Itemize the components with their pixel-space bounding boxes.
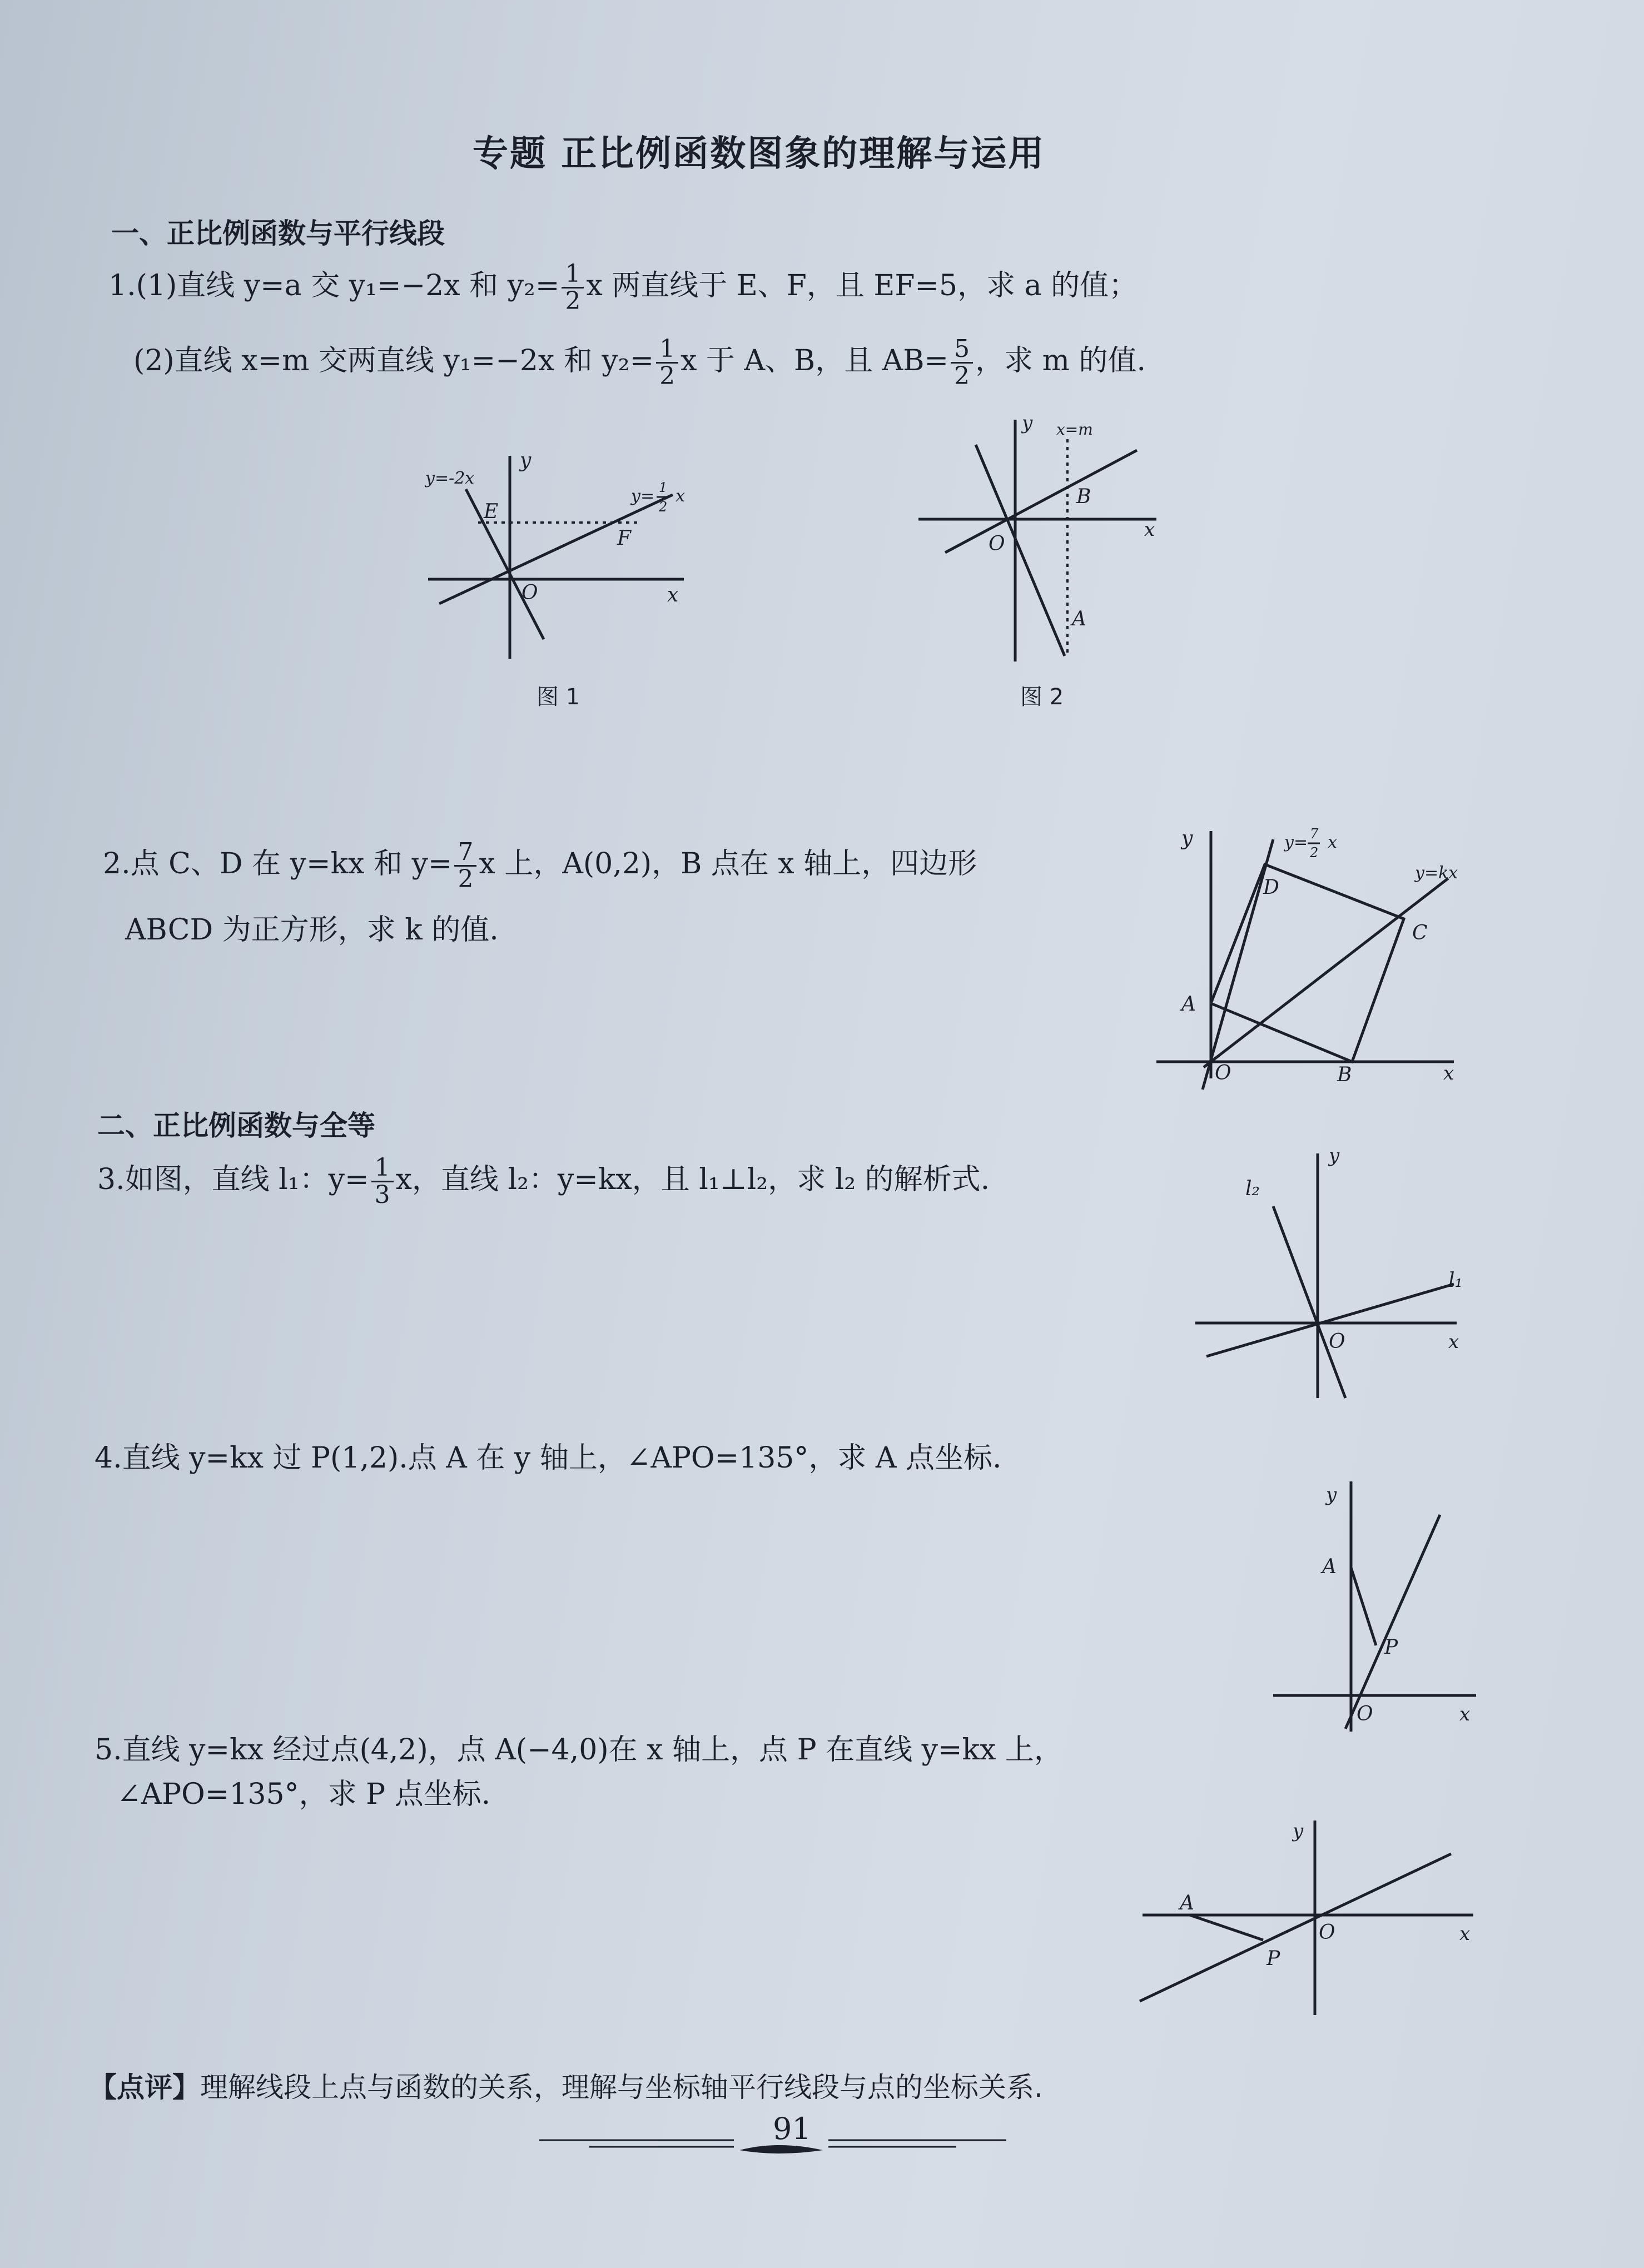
fig3-label-kx: y=kx <box>1415 863 1458 883</box>
figure-3 <box>1145 817 1468 1095</box>
fig3-label-D: D <box>1263 876 1279 899</box>
q1-text-e: ，求 m 的值. <box>975 344 1146 378</box>
fig1-label-y2-den: 2 <box>659 499 668 515</box>
q3-text-a: 3.如图，直线 l₁：y= <box>97 1163 369 1197</box>
page-number: 91 <box>773 2111 811 2146</box>
fig6-segment-AP <box>1190 1915 1263 1940</box>
fig6-label-A: A <box>1180 1892 1194 1914</box>
fig3-label-y: y <box>1181 827 1193 850</box>
fraction-one-half: $\frac{1}{2}$ <box>562 261 584 314</box>
fig4-line-l2 <box>1273 1206 1345 1398</box>
fig3-label-7-num: 7 <box>1310 826 1319 842</box>
question-3 <box>97 1155 990 1208</box>
figure-1 <box>423 445 712 678</box>
q1-text-c: (2)直线 x=m 交两直线 y₁=−2x 和 y₂= <box>133 344 654 378</box>
fig2-label-A: A <box>1072 608 1086 630</box>
fig2-label-O: O <box>989 533 1005 555</box>
figure-2-caption: 图 2 <box>1020 684 1064 710</box>
fig2-label-x: x <box>1144 519 1155 541</box>
question-4: 4.直线 y=kx 过 P(1,2).点 A 在 y 轴上，∠APO=135°，求 A 点坐标. <box>95 1441 1002 1475</box>
question-5-line-2: ∠APO=135°，求 P 点坐标. <box>117 1778 491 1811</box>
fig6-label-O: O <box>1319 1921 1335 1944</box>
question-2-line-2: ABCD 为正方形，求 k 的值. <box>125 913 499 947</box>
fig1-label-y2: y= x <box>631 486 686 506</box>
q1-text-b: x 两直线于 E、F，且 EF=5，求 a 的值； <box>586 269 1138 303</box>
ornament-swash <box>739 2145 823 2153</box>
fig6-label-P: P <box>1266 1947 1280 1970</box>
question-2-line-1 <box>103 839 977 892</box>
fig4-label-x: x <box>1448 1331 1459 1353</box>
q2-text-b: x 上，A(0,2)，B 点在 x 轴上，四边形 <box>479 847 977 881</box>
fig4-label-O: O <box>1329 1330 1345 1353</box>
fig2-label-B: B <box>1076 485 1091 508</box>
fig5-label-A: A <box>1322 1555 1337 1578</box>
fig3-square-ABCD <box>1211 864 1404 1062</box>
q3-text-b: x，直线 l₂：y=kx，且 l₁⊥l₂，求 l₂ 的解析式. <box>395 1163 990 1197</box>
fig1-label-O: O <box>521 581 538 604</box>
fig5-label-O: O <box>1357 1703 1373 1725</box>
fig1-label-y: y <box>520 449 532 472</box>
figure-2 <box>912 411 1190 673</box>
review-tag: 【点评】 <box>89 2071 200 2103</box>
fig5-label-y: y <box>1326 1484 1337 1506</box>
fig5-label-x: x <box>1459 1703 1471 1725</box>
fig3-label-C: C <box>1412 922 1428 944</box>
fig6-line-kx <box>1140 1854 1451 2001</box>
fig1-label-F: F <box>617 527 631 550</box>
fig2-label-xm: x=m <box>1056 420 1093 439</box>
figure-1-caption: 图 1 <box>537 684 580 710</box>
fig3-label-7-den: 2 <box>1310 845 1319 861</box>
section-heading-1: 一、正比例函数与平行线段 <box>111 217 445 250</box>
fig5-label-P: P <box>1384 1636 1398 1659</box>
fig3-label-x: x <box>1443 1062 1454 1085</box>
figure-4 <box>1190 1145 1479 1412</box>
q1-text-d: x 于 A、B，且 AB= <box>681 344 949 378</box>
fig3-label-A: A <box>1181 993 1196 1016</box>
fraction-one-third: $\frac{1}{3}$ <box>371 1155 394 1208</box>
fraction-seven-halves: $\frac{7}{2}$ <box>454 839 476 892</box>
fraction-five-halves: $\frac{5}{2}$ <box>951 336 973 389</box>
fraction-one-half: $\frac{1}{2}$ <box>656 336 678 389</box>
fig1-label-E: E <box>484 500 499 523</box>
fig1-line-y-half-x <box>439 495 673 604</box>
figure-6 <box>1134 1812 1479 2023</box>
page-title: 专题 正比例函数图象的理解与运用 <box>473 133 1046 175</box>
question-1-part-2 <box>133 336 1146 389</box>
q2-text-a: 2.点 C、D 在 y=kx 和 y= <box>103 847 453 881</box>
fig5-segment-AP <box>1351 1568 1376 1645</box>
fig2-line-y-half-x <box>945 450 1137 553</box>
fig2-label-y: y <box>1022 412 1033 434</box>
fig1-line-y-neg2x <box>466 489 544 639</box>
fig4-label-l1: l₁ <box>1448 1269 1463 1292</box>
question-5-line-1: 5.直线 y=kx 经过点(4,2)，点 A(−4,0)在 x 轴上，点 P 在直线 y=kx 上， <box>95 1733 1063 1767</box>
fig4-label-l2: l₂ <box>1245 1177 1260 1200</box>
fig3-line-kx <box>1204 878 1448 1067</box>
fig1-label-y2-num: 1 <box>659 480 668 495</box>
question-1-part-1 <box>108 261 1138 314</box>
fig3-label-O: O <box>1215 1062 1231 1085</box>
figure-5 <box>1268 1473 1490 1740</box>
fig6-label-y: y <box>1293 1820 1304 1842</box>
fig3-label-7: y= x <box>1284 833 1338 852</box>
fig6-label-x: x <box>1459 1923 1471 1945</box>
review-text: 理解线段上点与函数的关系，理解与坐标轴平行线段与点的坐标关系. <box>200 2071 1043 2103</box>
fig4-label-y: y <box>1329 1145 1340 1167</box>
review-note <box>89 2065 1043 2105</box>
fig1-label-x: x <box>667 584 679 606</box>
fig1-label-y1: y=-2x <box>425 469 475 488</box>
q1-text-a: 1.(1)直线 y=a 交 y₁=−2x 和 y₂= <box>108 269 560 303</box>
section-heading-2: 二、正比例函数与全等 <box>97 1110 375 1142</box>
fig3-line-7-2x <box>1203 839 1273 1090</box>
fig3-label-B: B <box>1337 1063 1352 1086</box>
